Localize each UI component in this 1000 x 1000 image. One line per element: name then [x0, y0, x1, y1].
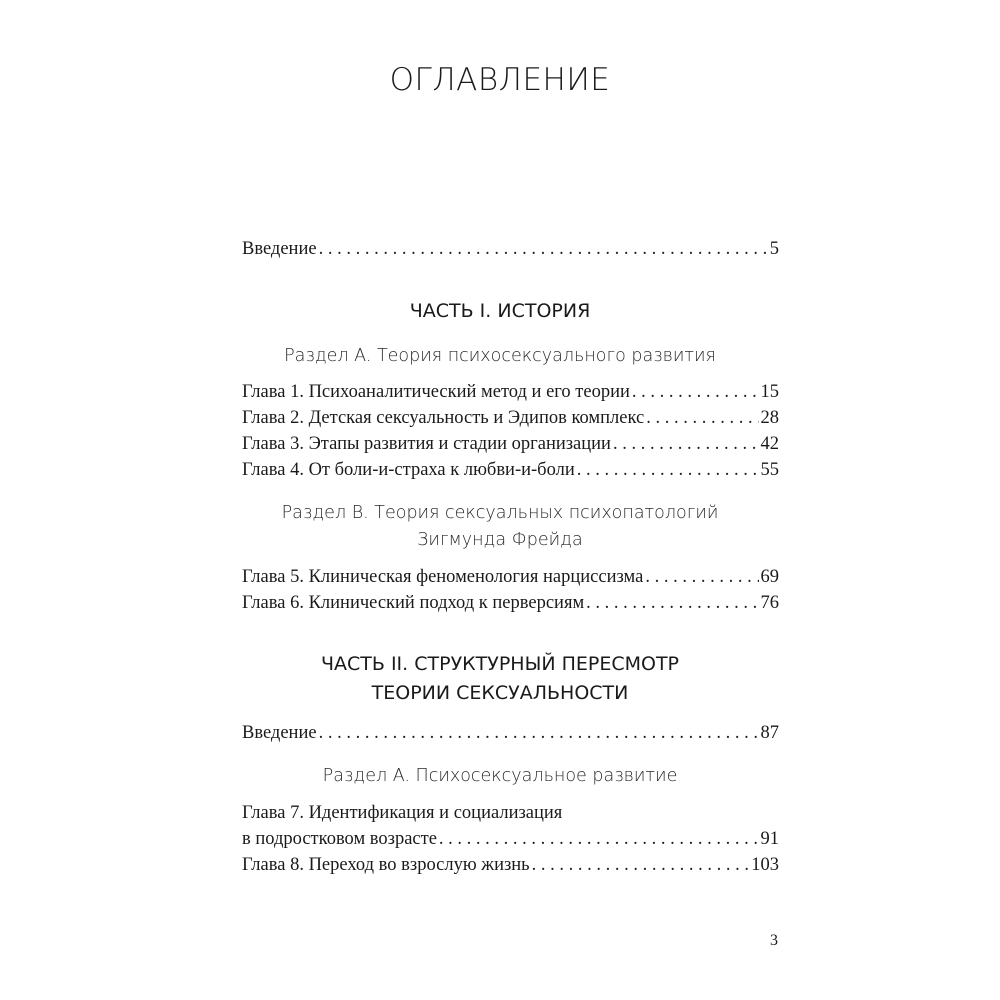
- dot-leader: [646, 407, 758, 429]
- toc-entry-page: 55: [760, 460, 779, 480]
- toc-entry-label: Глава 1. Психоаналитический метод и его теории: [242, 382, 630, 402]
- dot-leader: [577, 459, 759, 481]
- dot-leader: [586, 592, 758, 614]
- toc-entry-page: 76: [760, 593, 779, 613]
- part-2-section-a-heading: Раздел A. Психосексуальное развитие: [322, 766, 678, 786]
- section-a-heading: Раздел A. Теория психосексуального развития: [284, 346, 716, 366]
- toc-entry-label: Введение: [242, 723, 317, 743]
- toc-entry-label: Введение: [242, 239, 317, 259]
- dot-leader: [319, 238, 768, 260]
- toc-entry-label: Глава 8. Переход во взрослую жизнь: [242, 855, 530, 875]
- section-b-heading-line-2: Зигмунда Фрейда: [417, 530, 583, 550]
- toc-entry-label: Глава 5. Клиническая феноменология нарциссизма: [242, 567, 644, 587]
- page-title: ОГЛАВЛЕНИЕ: [389, 62, 611, 98]
- toc-entry-part-2-intro: [242, 722, 779, 744]
- toc-entry-chapter-7-line-1: Глава 7. Идентификация и социализация: [242, 803, 563, 823]
- toc-entry-chapter-5: [242, 566, 779, 588]
- section-b-heading-line-1: Раздел B. Теория сексуальных психопатологий: [281, 503, 719, 523]
- part-2-heading-line-1: ЧАСТЬ II. СТРУКТУРНЫЙ ПЕРЕСМОТР: [320, 653, 680, 675]
- toc-entry-chapter-2: [242, 407, 779, 429]
- toc-entry-chapter-6: [242, 592, 779, 614]
- toc-entry-intro: [242, 238, 779, 260]
- dot-leader: [532, 854, 750, 876]
- toc-entry-page: 91: [760, 829, 779, 849]
- toc-entry-label: в подростковом возрасте: [242, 829, 437, 849]
- toc-entry-page: 15: [760, 382, 779, 402]
- toc-entry-page: 42: [760, 434, 779, 454]
- dot-leader: [632, 381, 759, 403]
- page-number: 3: [770, 932, 778, 949]
- dot-leader: [439, 828, 759, 850]
- toc-entry-page: 5: [769, 239, 779, 259]
- toc-entry-label: Глава 6. Клинический подход к перверсиям: [242, 593, 585, 613]
- part-2-heading-line-2: ТЕОРИИ СЕКСУАЛЬНОСТИ: [371, 682, 629, 704]
- toc-entry-label: Глава 4. От боли-и-страха к любви-и-боли: [242, 460, 575, 480]
- toc-entry-chapter-3: [242, 433, 779, 455]
- toc-entry-page: 69: [760, 567, 779, 587]
- toc-entry-chapter-8: [242, 854, 779, 876]
- dot-leader: [319, 722, 759, 744]
- toc-entry-chapter-4: [242, 459, 779, 481]
- dot-leader: [645, 566, 758, 588]
- toc-entry-chapter-7: [242, 828, 779, 850]
- toc-entry-page: 87: [760, 723, 779, 743]
- toc-entry-page: 28: [760, 408, 779, 428]
- toc-entry-label: Глава 3. Этапы развития и стадии организации: [242, 434, 611, 454]
- dot-leader: [613, 433, 759, 455]
- toc-entry-page: 103: [751, 855, 779, 875]
- part-1-heading: ЧАСТЬ I. ИСТОРИЯ: [409, 300, 591, 322]
- toc-entry-chapter-1: [242, 381, 779, 403]
- toc-entry-label: Глава 2. Детская сексуальность и Эдипов комплекс: [242, 408, 645, 428]
